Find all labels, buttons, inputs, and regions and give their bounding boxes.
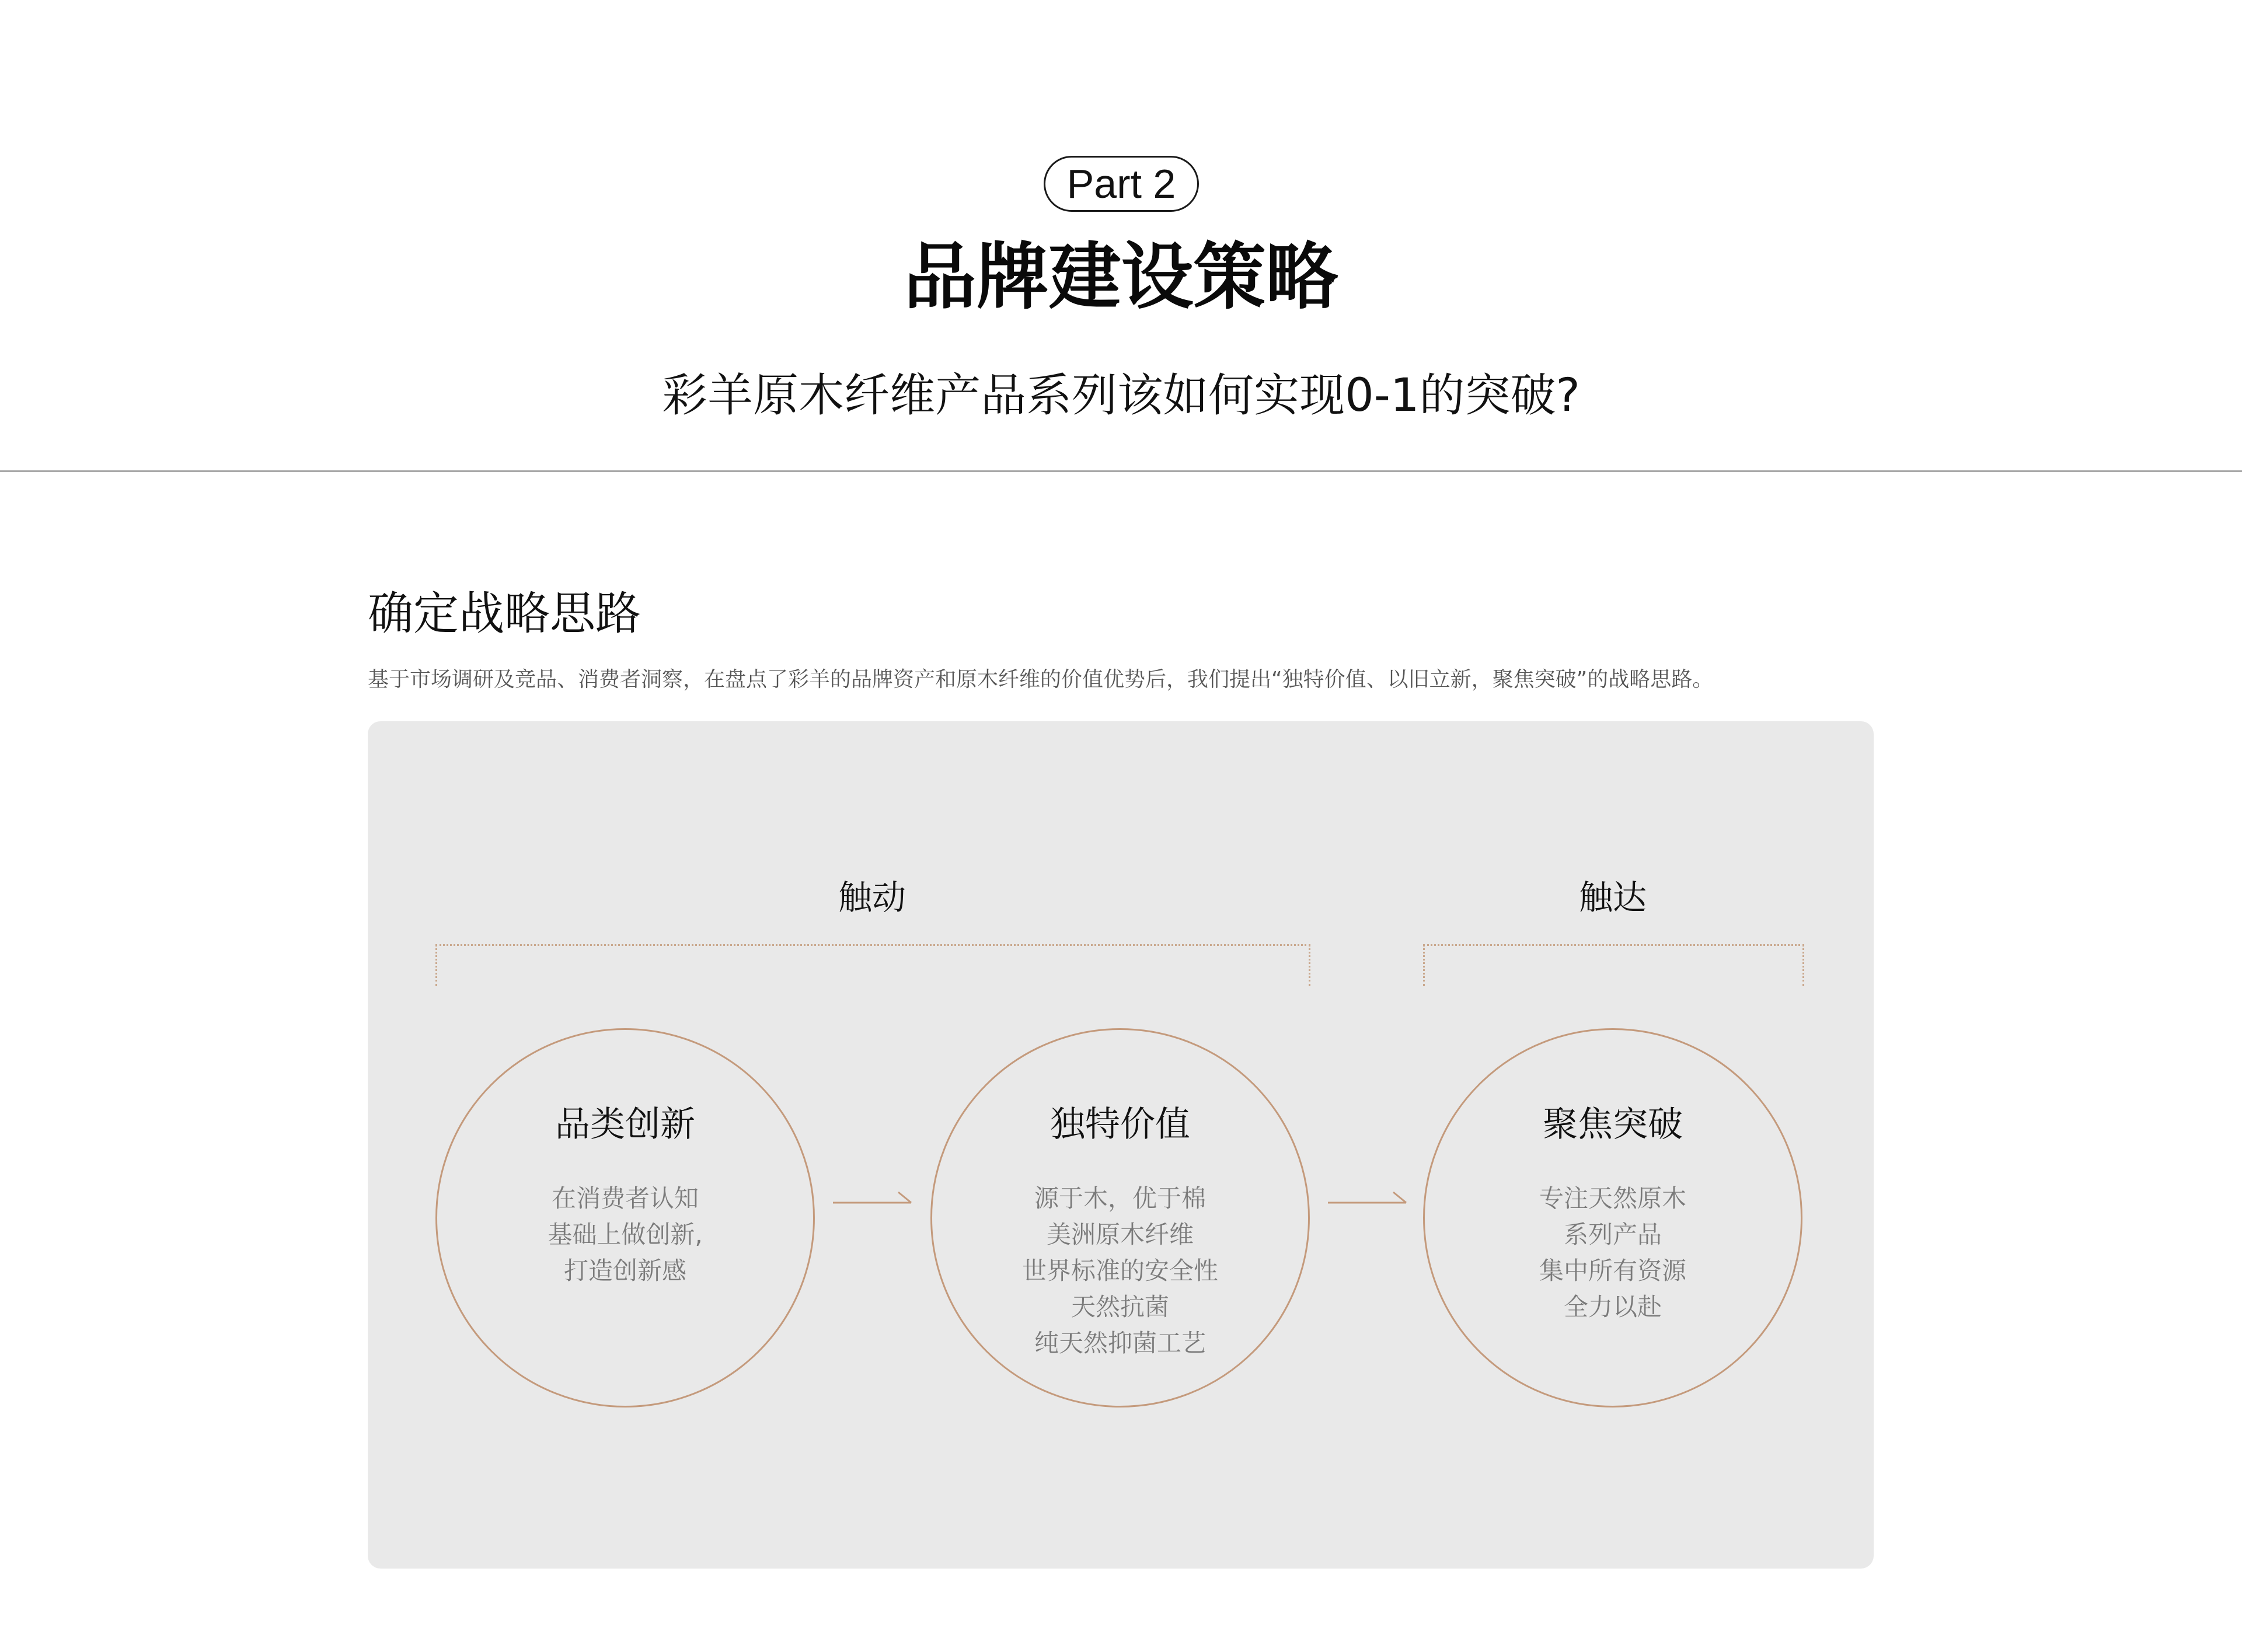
- node-line: 天然抗菌: [1071, 1293, 1169, 1321]
- node-title: 品类创新: [555, 1104, 695, 1145]
- strategy-node-unique-value: [930, 1028, 1310, 1407]
- node-line: 在消费者认知: [551, 1184, 699, 1213]
- group-label-touch: 触动: [838, 878, 906, 917]
- strategy-node-focused-breakthrough: [1423, 1028, 1802, 1407]
- node-line: 专注天然原木: [1539, 1184, 1686, 1213]
- node-title: 独特价值: [1050, 1104, 1190, 1145]
- node-line: 集中所有资源: [1539, 1256, 1686, 1285]
- node-description: [1425, 1181, 1801, 1325]
- group-bracket-reach: [1423, 944, 1804, 986]
- arrow-right-icon: [832, 1189, 913, 1207]
- strategy-node-category-innovation: [435, 1028, 815, 1407]
- node-line: 世界标准的安全性: [1021, 1256, 1218, 1285]
- node-line: 全力以赴: [1563, 1293, 1662, 1321]
- header-divider: [0, 470, 2242, 472]
- section-description: 基于市场调研及竞品、消费者洞察，在盘点了彩羊的品牌资产和原木纤维的价值优势后，我们提出“独特价值、以旧立新，聚焦突破”的战略思路。: [368, 668, 1714, 691]
- node-line: 打造创新感: [563, 1256, 686, 1285]
- page-subtitle: 彩羊原木纤维产品系列该如何实现0-1的突破?: [662, 369, 1580, 422]
- node-line: 基础上做创新,: [548, 1220, 703, 1249]
- group-label-reach: 触达: [1578, 878, 1647, 917]
- node-description: [932, 1181, 1308, 1361]
- node-title: 聚焦突破: [1543, 1104, 1683, 1145]
- node-description: [437, 1181, 813, 1289]
- node-line: 纯天然抑菌工艺: [1034, 1329, 1206, 1357]
- node-line: 美洲原木纤维: [1046, 1220, 1194, 1249]
- page-title: 品牌建设策略: [904, 235, 1338, 319]
- node-line: 源于木，优于棉: [1034, 1184, 1206, 1213]
- section-heading: 确定战略思路: [368, 588, 641, 640]
- group-bracket-touch: [435, 944, 1310, 986]
- part-badge: Part 2: [1044, 156, 1199, 212]
- arrow-right-icon: [1327, 1189, 1408, 1207]
- node-line: 系列产品: [1563, 1220, 1662, 1249]
